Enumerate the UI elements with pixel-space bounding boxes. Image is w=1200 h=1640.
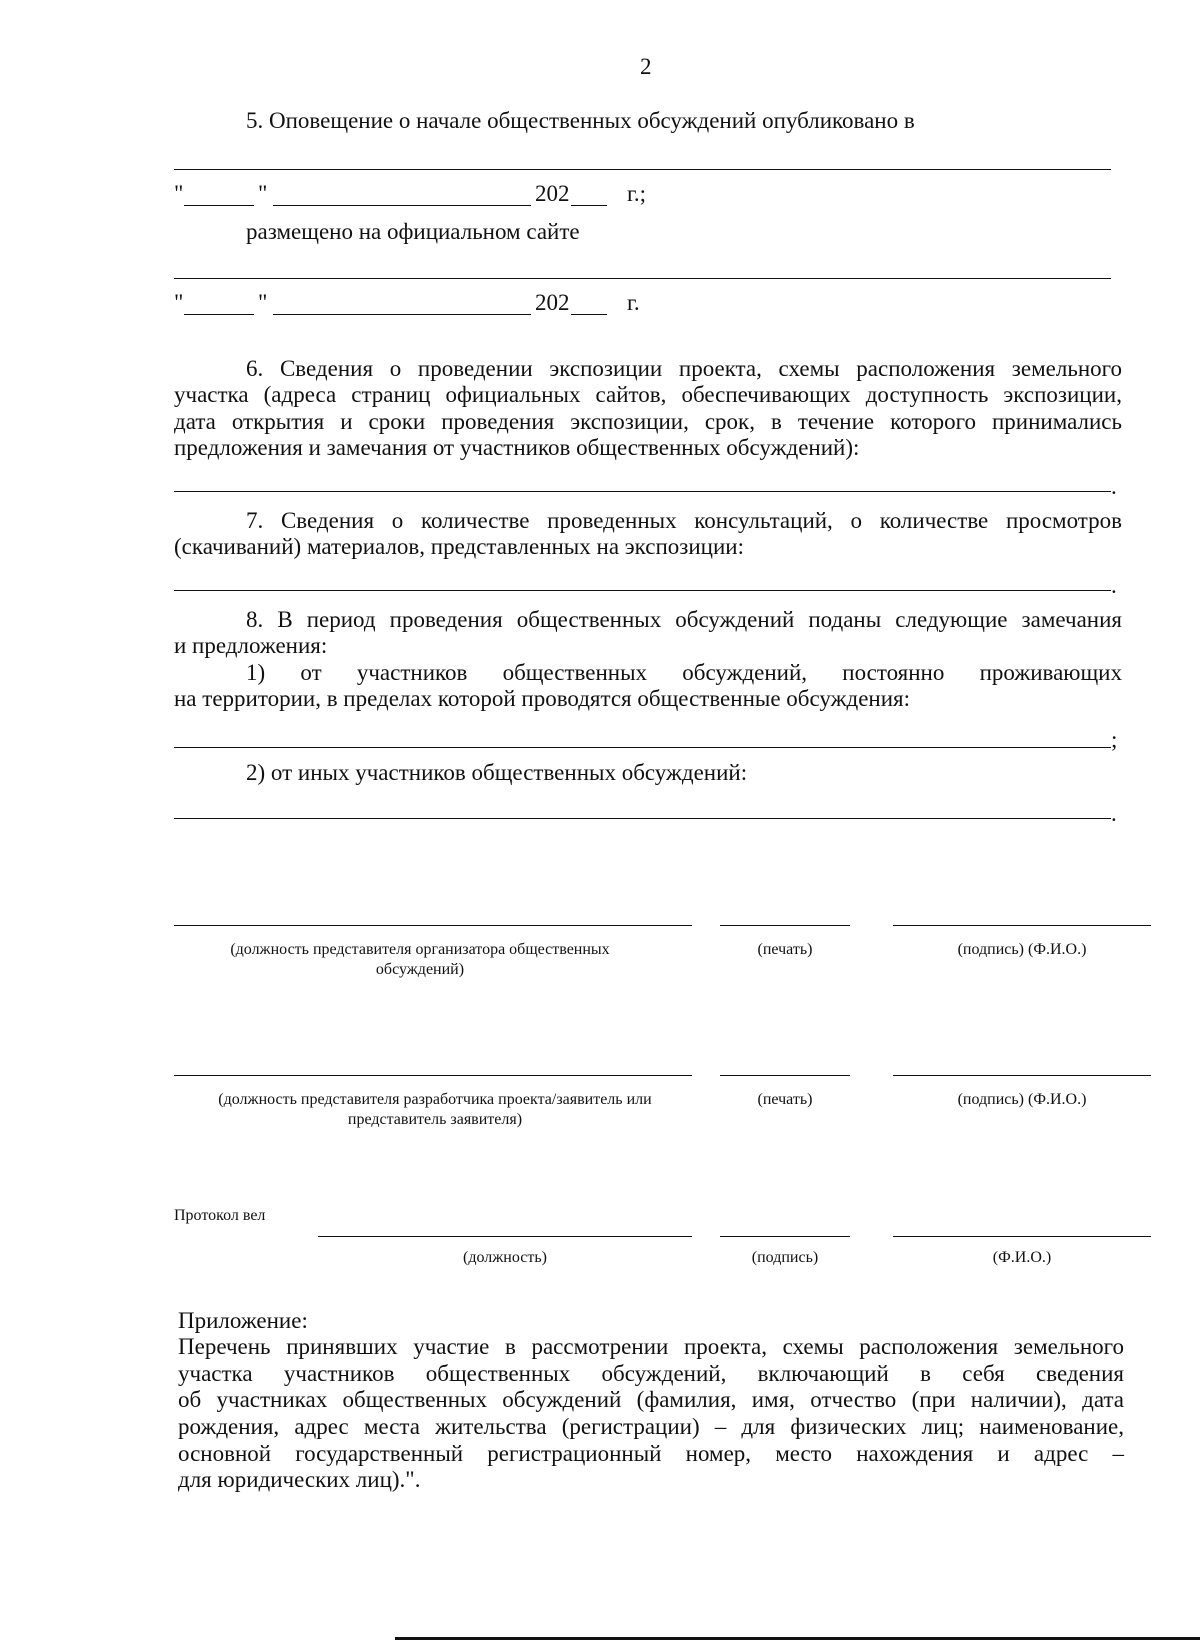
section5-date2-year: 202 <box>535 290 570 315</box>
appendix-title: Приложение: <box>178 1308 308 1333</box>
appendix-line4: рождения, адрес места жительства (регистрации) – для физических лиц; наименование, <box>178 1414 1124 1439</box>
section7-end-mark: . <box>1111 573 1117 598</box>
appendix-line1: Перечень принявших участие в рассмотрении проекта, схемы расположения земельного <box>178 1334 1124 1359</box>
section5-posted-label: размещено на официальном сайте <box>246 219 580 244</box>
section7-line1: 7. Сведения о количестве проведенных консультаций, о количестве просмотров <box>246 508 1122 533</box>
appendix-line6: для юридических лиц).". <box>178 1467 421 1492</box>
section5-date2-day-line <box>184 314 254 315</box>
developer-sign-line <box>893 1075 1151 1076</box>
section5-date1-open-quote: " <box>174 181 184 206</box>
organizer-position-caption: (должность представителя организатора общественных обсуждений) <box>230 941 610 978</box>
section8-sub2: 2) от иных участников общественных обсуждений: <box>246 760 748 785</box>
section6-line1: 6. Сведения о проведении экспозиции проекта, схемы расположения земельного <box>246 356 1122 381</box>
section8-sub1-line2: на территории, в пределах которой проводятся общественные обсуждения: <box>174 686 910 711</box>
section6-end-mark: . <box>1111 474 1117 499</box>
section5-date2-open-quote: " <box>174 290 184 315</box>
developer-position-caption: (должность представителя разработчика проекта/заявитель или представитель заявителя) <box>218 1091 652 1128</box>
section6-line2: участка (адреса страниц официальных сайтов, обеспечивающих доступность экспозиции, <box>174 382 1122 407</box>
protocol-label: Протокол вел <box>174 1207 266 1224</box>
section8-sub2-answer-line <box>174 818 1111 819</box>
section8-sub1-end-mark: ; <box>1111 727 1118 752</box>
protocol-name-line <box>893 1236 1151 1237</box>
section6-answer-line <box>174 491 1111 492</box>
developer-stamp-line <box>720 1075 850 1076</box>
section8-line2: и предложения: <box>174 633 328 658</box>
section8-sub1-answer-line <box>174 747 1111 748</box>
section5-date1-suffix: г.; <box>627 181 646 206</box>
section6-line4: предложения и замечания от участников общественных обсуждений): <box>174 435 860 460</box>
protocol-sign-line <box>720 1236 850 1237</box>
organizer-stamp-caption: (печать) <box>757 941 813 958</box>
organizer-sign-caption: (подпись) (Ф.И.О.) <box>957 941 1087 958</box>
section5-date2-close-quote: " <box>258 290 268 315</box>
section5-date2-month-line <box>273 314 531 315</box>
section5-date2-year-line <box>571 314 607 315</box>
section5-site-line <box>174 278 1111 279</box>
section5-heading: 5. Оповещение о начале общественных обсуждений опубликовано в <box>246 108 915 133</box>
organizer-sign-line <box>893 925 1151 926</box>
section5-date1-day-line <box>184 205 254 206</box>
appendix-line2: участка участников общественных обсуждений, включающий в себя сведения <box>178 1361 1124 1386</box>
appendix-line3: об участниках общественных обсуждений (фамилия, имя, отчество (при наличии), дата <box>178 1387 1124 1412</box>
developer-stamp-caption: (печать) <box>757 1091 813 1108</box>
section5-date1-year-line <box>571 205 607 206</box>
page-number: 2 <box>640 54 652 79</box>
protocol-position-caption: (должность) <box>463 1249 547 1266</box>
section6-line3: дата открытия и сроки проведения экспозиции, срок, в течение которого принимались <box>174 409 1122 434</box>
section7-line2: (скачиваний) материалов, представленных на экспозиции: <box>174 534 744 559</box>
developer-sign-caption: (подпись) (Ф.И.О.) <box>957 1091 1087 1108</box>
section5-date1-close-quote: " <box>258 181 268 206</box>
organizer-stamp-line <box>720 925 850 926</box>
appendix-line5: основной государственный регистрационный номер, место нахождения и адрес – <box>178 1441 1124 1466</box>
section8-line1: 8. В период проведения общественных обсуждений поданы следующие замечания <box>246 607 1122 632</box>
section5-publication-line <box>174 169 1111 170</box>
section5-date1-month-line <box>273 205 531 206</box>
organizer-position-line <box>174 925 692 926</box>
protocol-sign-caption: (подпись) <box>751 1249 819 1266</box>
section8-sub1-line1: 1) от участников общественных обсуждений, постоянно проживающих <box>246 660 1122 685</box>
section5-date2-suffix: г. <box>627 290 640 315</box>
developer-position-line <box>174 1075 692 1076</box>
section5-date1-year: 202 <box>535 181 570 206</box>
section8-sub2-end-mark: . <box>1111 801 1117 826</box>
section7-answer-line <box>174 590 1111 591</box>
protocol-position-line <box>318 1236 692 1237</box>
protocol-name-caption: (Ф.И.О.) <box>992 1249 1052 1266</box>
